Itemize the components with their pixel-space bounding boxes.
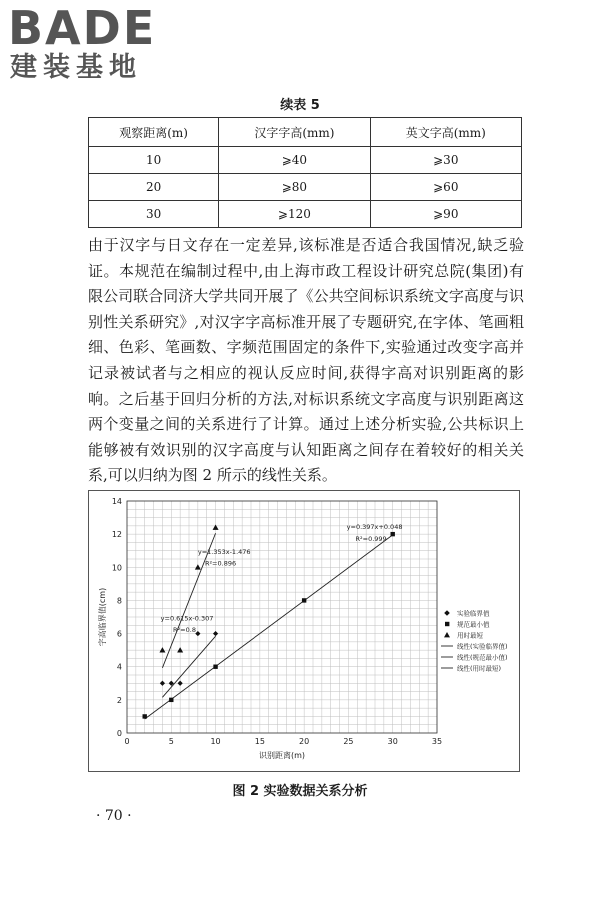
data-point-diamond — [213, 631, 218, 636]
logo-english: BADE — [8, 1, 157, 55]
data-point-square — [143, 714, 147, 718]
y-tick-label: 8 — [116, 596, 122, 606]
figure-chart-frame — [88, 490, 520, 772]
table-header-cell: 英文字高(mm) — [370, 118, 521, 147]
y-tick-label: 6 — [116, 629, 122, 639]
equation-annotation: y=1.353x-1.476 — [197, 548, 251, 557]
table-cell: ⩾90 — [370, 201, 521, 228]
x-tick-label: 35 — [431, 737, 443, 746]
page-number: · 70 · — [96, 808, 132, 824]
table-row — [89, 147, 522, 174]
table-cell: 10 — [89, 147, 219, 174]
data-point-diamond — [160, 681, 165, 686]
legend-entry: 线性(实验临界值) — [457, 642, 508, 651]
y-tick-label: 14 — [111, 497, 122, 506]
data-point-triangle — [213, 525, 219, 530]
table-cell: ⩾80 — [219, 174, 370, 201]
equation-annotation: R²=0.8 — [173, 625, 196, 634]
legend-marker-triangle — [444, 632, 450, 637]
equation-annotation: R²=0.999 — [355, 534, 387, 543]
legend-entry: 用时最短 — [457, 631, 483, 640]
table-cell: 30 — [89, 201, 219, 228]
font-height-table — [88, 117, 522, 228]
legend-entry: 线性(规范最小值) — [457, 653, 508, 662]
data-point-triangle — [195, 564, 201, 569]
x-tick-label: 25 — [343, 737, 354, 746]
x-tick-label: 0 — [124, 737, 130, 746]
x-tick-label: 10 — [210, 737, 221, 746]
x-tick-label: 20 — [299, 737, 310, 746]
body-paragraph: 由于汉字与日文存在一定差异,该标准是否适合我国情况,缺乏验证。本规范在编制过程中,由上海市政工程设计研究总院(集团)有限公司联合同济大学共同开展了《公共空间标识系统文字高度与识别性关系研究》,对汉字字高标准开展了专题研究,在字体、笔画粗细、色彩、笔画数、字频范围固定的条件下,实验通过改变字高并记录被试者与之相应的视认反应时间,获得字高对识别距离的影响。之后基于回归分析的方法,对标识系统文字高度与识别距离这两个变量之间的关系进行了计算。通过上述分析实验,公共标识上能够被有效识别的汉字高度与认知距离之间存在着较好的相关关系,可以归纳为图 2 所示的线性关系。 — [88, 236, 524, 485]
data-point-diamond — [178, 681, 183, 686]
data-point-diamond — [195, 631, 200, 636]
data-point-square — [391, 532, 395, 536]
equation-annotation: R²=0.896 — [204, 559, 237, 568]
data-point-square — [169, 698, 173, 702]
table-caption: 续表 5 — [280, 98, 320, 113]
brand-logo — [8, 1, 157, 84]
x-tick-label: 30 — [387, 737, 398, 746]
table-cell: ⩾60 — [370, 174, 521, 201]
table-row — [89, 174, 522, 201]
table-cell: ⩾30 — [370, 147, 521, 174]
table-header-cell: 汉字字高(mm) — [219, 118, 370, 147]
legend-marker-diamond — [444, 610, 450, 616]
y-tick-label: 0 — [116, 729, 122, 738]
y-tick-label: 12 — [111, 530, 122, 540]
data-point-triangle — [177, 647, 183, 652]
y-tick-label: 2 — [116, 695, 122, 705]
table-header-row — [89, 118, 522, 147]
x-tick-label: 15 — [254, 737, 265, 746]
data-point-square — [302, 598, 306, 602]
regression-chart — [89, 491, 519, 771]
legend-marker-square — [445, 622, 449, 626]
logo-chinese: 建装基地 — [10, 52, 142, 83]
y-tick-label: 4 — [116, 662, 122, 672]
legend-entry: 规范最小值 — [457, 620, 490, 629]
table-cell: ⩾120 — [219, 201, 370, 228]
data-point-triangle — [159, 647, 165, 652]
table-cell: ⩾40 — [219, 147, 370, 174]
x-tick-label: 5 — [168, 737, 174, 746]
x-axis-label: 识别距离(m) — [258, 751, 306, 760]
data-point-square — [213, 665, 217, 669]
legend-entry: 实验临界值 — [457, 609, 490, 618]
equation-annotation: y=0.615x-0.307 — [160, 614, 214, 623]
y-axis-label: 字高临界值(cm) — [98, 587, 107, 647]
equation-annotation: y=0.397x+0.048 — [346, 523, 403, 532]
figure-caption: 图 2 实验数据关系分析 — [232, 784, 368, 799]
table-header-cell: 观察距离(m) — [89, 118, 219, 147]
table-row — [89, 201, 522, 228]
y-tick-label: 10 — [111, 563, 122, 573]
table-cell: 20 — [89, 174, 219, 201]
legend-entry: 线性(用时最短) — [457, 664, 502, 673]
